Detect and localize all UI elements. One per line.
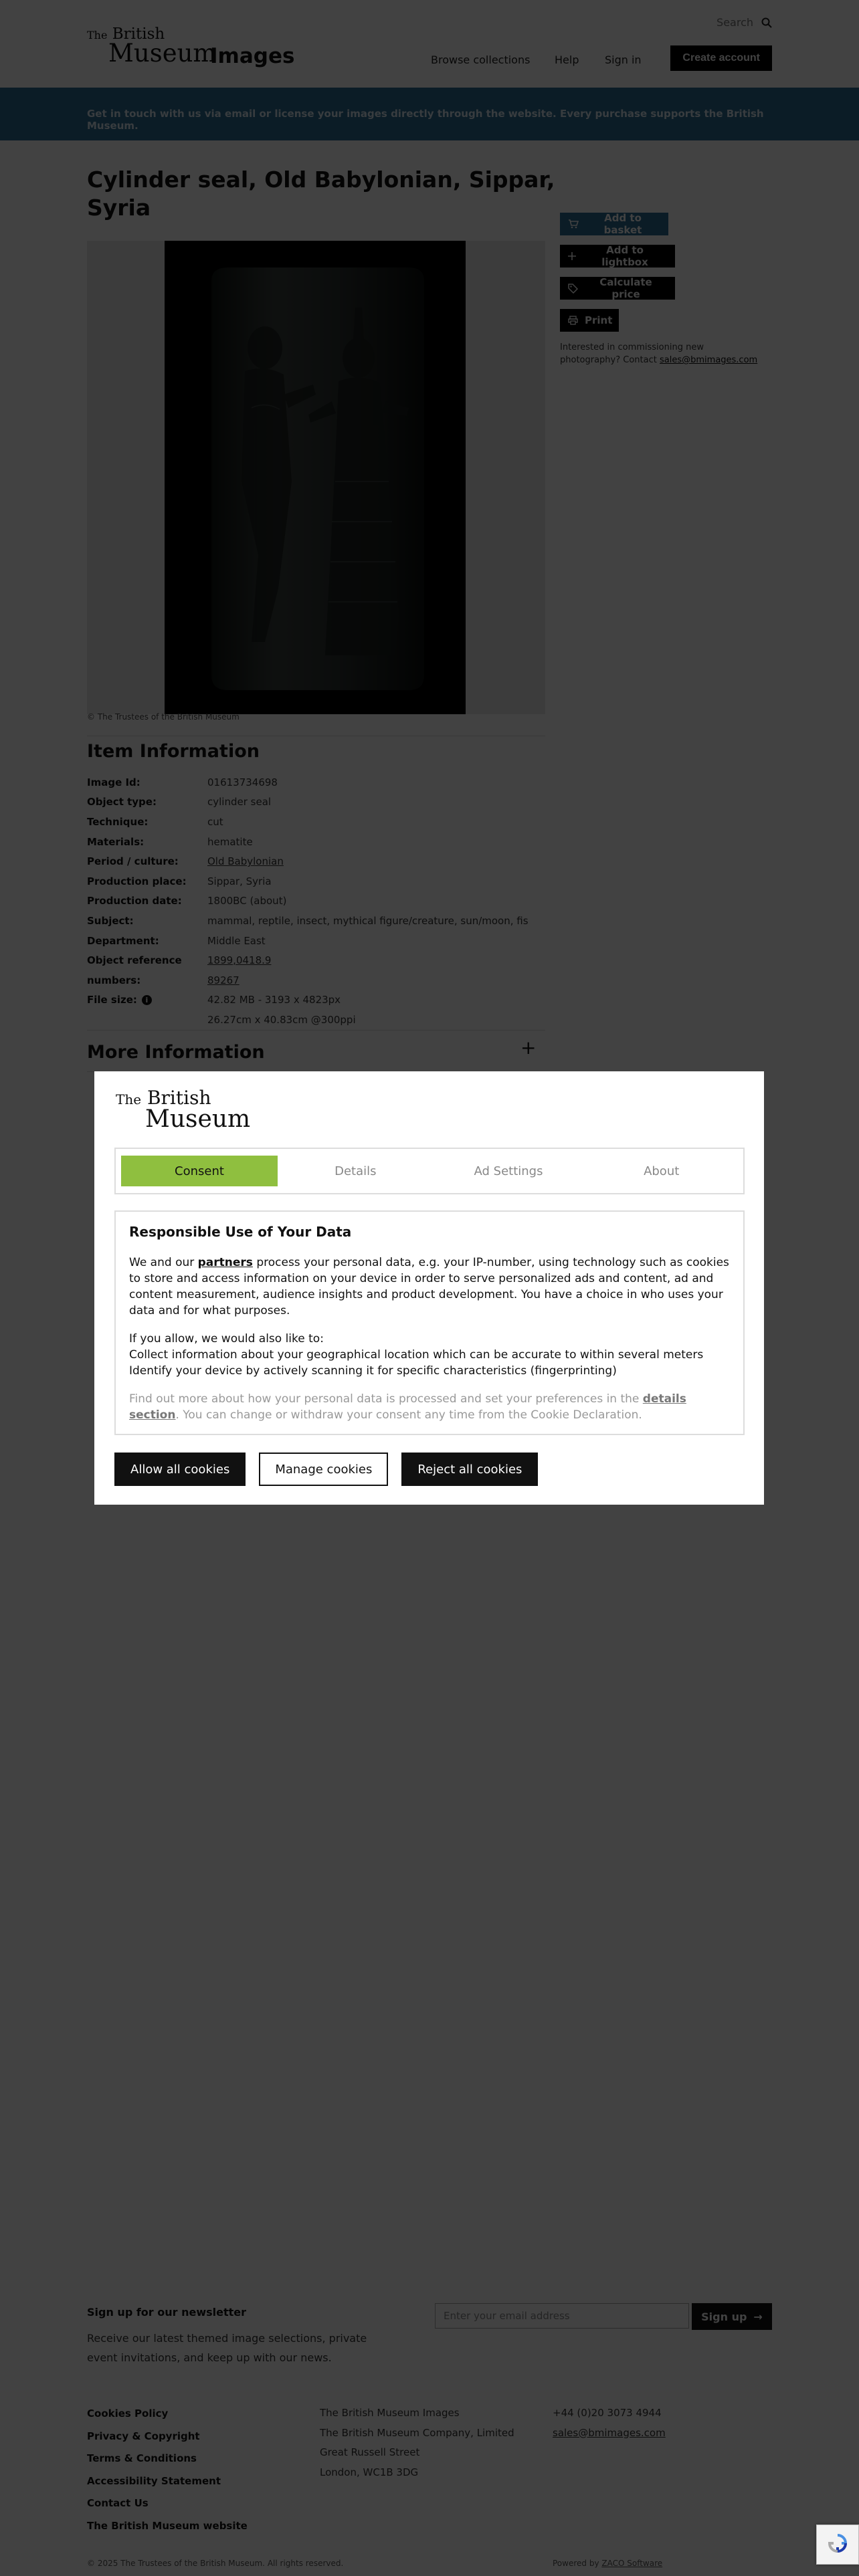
manage-cookies-button[interactable]: Manage cookies [259, 1453, 388, 1486]
consent-body[interactable] [114, 1210, 745, 1435]
consent-tabs [114, 1148, 745, 1194]
consent-paragraph [129, 1331, 730, 1379]
consent-p2-line3: Identify your device by actively scanning it for specific characteristics (fingerprinting) [129, 1364, 617, 1378]
consent-p1-end: process your personal data, e.g. your IP-number, using technology such as cookies to store and access information on your device in order to serve personalized ads and content, ad and content measurement, audience insights and product development. You have a choice in who uses your data and for what purposes. [129, 1256, 729, 1317]
recaptcha-badge[interactable] [816, 2525, 859, 2565]
consent-paragraph [129, 1391, 730, 1423]
tab-details[interactable]: Details [335, 1164, 377, 1178]
recaptcha-icon [827, 2533, 848, 2557]
tab-about[interactable]: About [644, 1164, 680, 1178]
consent-p1-start: We and our [129, 1256, 198, 1269]
tab-ad-settings[interactable]: Ad Settings [474, 1164, 543, 1178]
consent-p2-line1: If you allow, we would also like to: [129, 1332, 324, 1346]
consent-logo-museum: Museum [145, 1105, 251, 1133]
reject-all-cookies-button[interactable]: Reject all cookies [401, 1453, 538, 1486]
partners-link[interactable]: partners [197, 1256, 253, 1269]
consent-p2-line2: Collect information about your geographical location which can be accurate to within several meters [129, 1348, 704, 1362]
consent-buttons [114, 1453, 551, 1486]
consent-paragraph [129, 1255, 730, 1319]
allow-all-cookies-button[interactable]: Allow all cookies [114, 1453, 246, 1486]
tab-consent[interactable]: Consent [121, 1156, 278, 1186]
consent-logo-the: The [116, 1091, 142, 1107]
consent-p3-end: . You can change or withdraw your consent any time from the Cookie Declaration. [175, 1408, 642, 1422]
consent-logo [116, 1089, 250, 1132]
details-section-link[interactable]: details section [129, 1392, 686, 1422]
consent-logo-british: British [147, 1087, 211, 1109]
consent-p3-start: Find out more about how your personal data is processed and set your preferences in the [129, 1392, 643, 1406]
consent-heading: Responsible Use of Your Data [129, 1224, 352, 1240]
cookie-consent-dialog [94, 1071, 764, 1505]
